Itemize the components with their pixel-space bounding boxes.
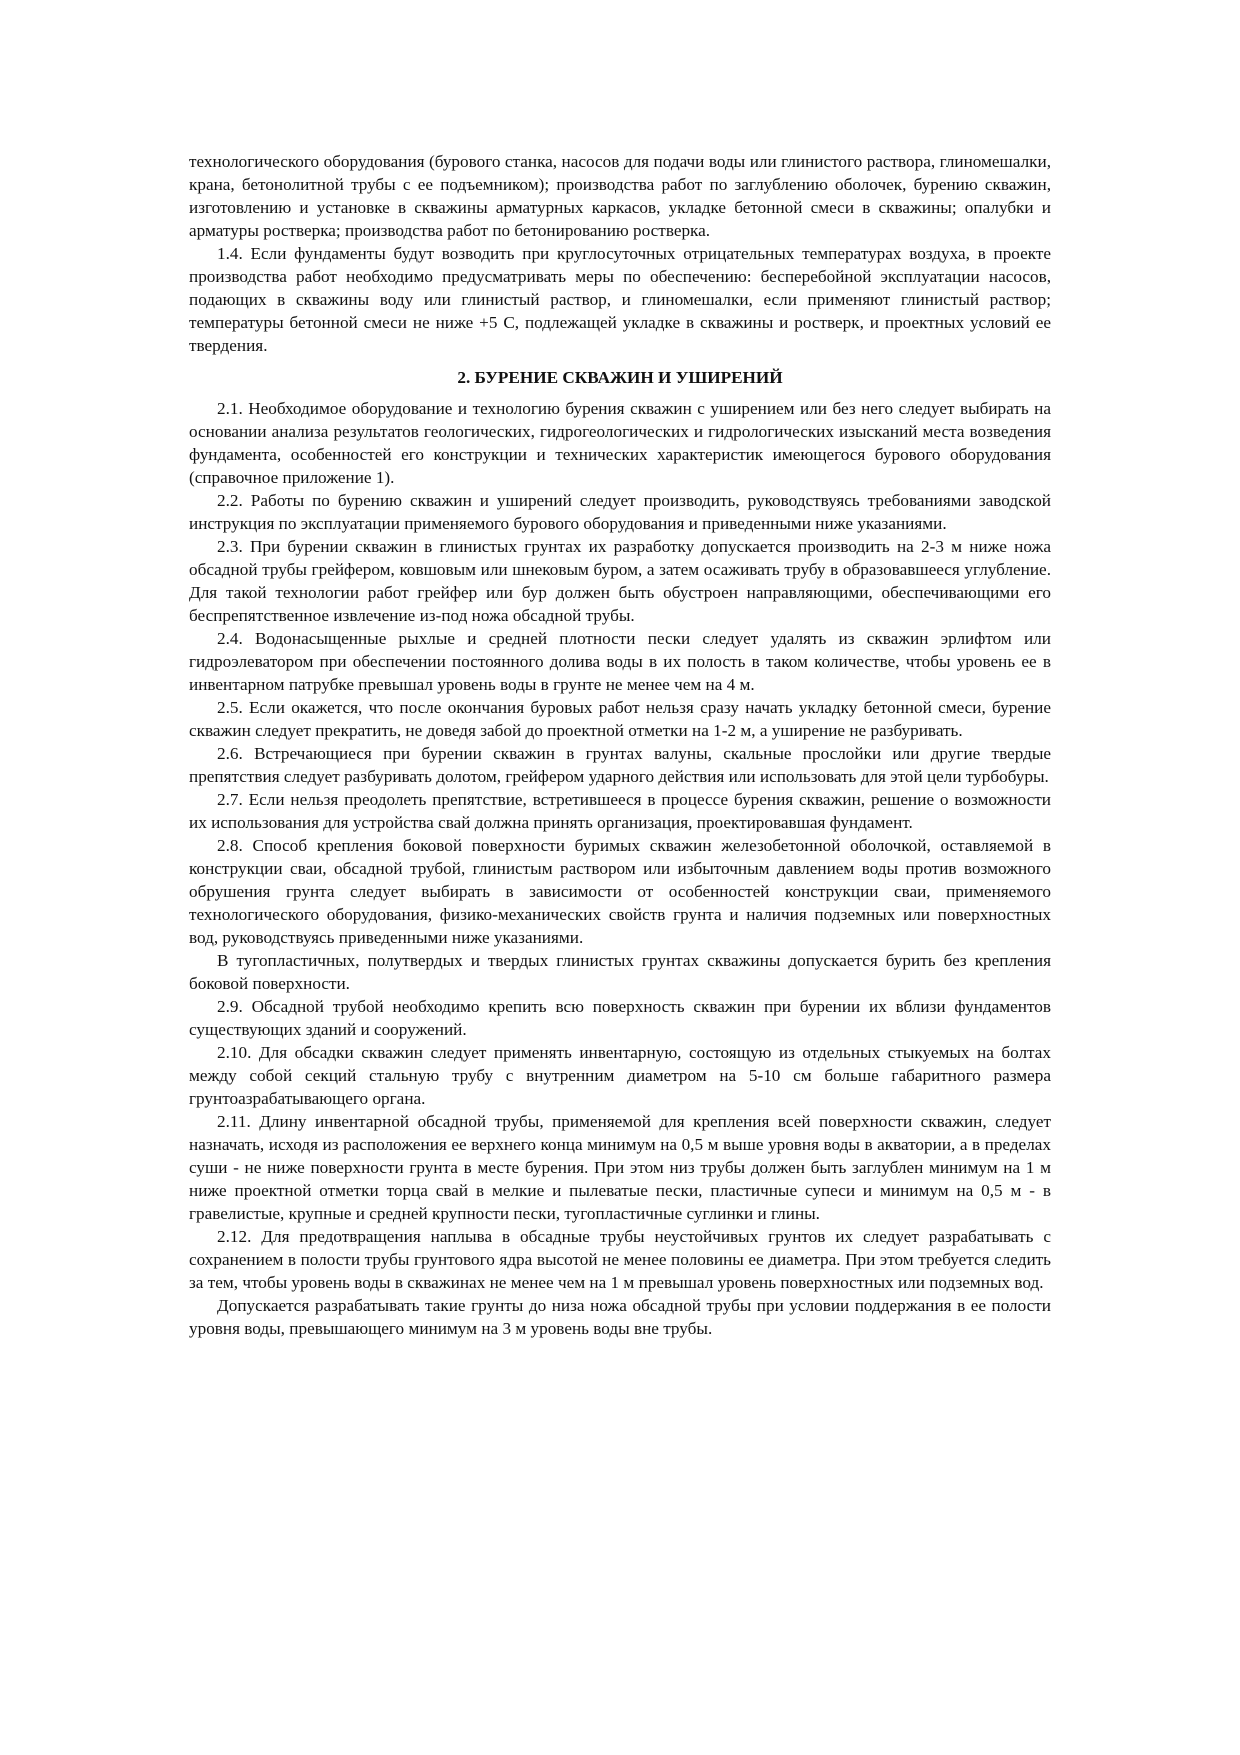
paragraph-1-4: 1.4. Если фундаменты будут возводить при круглосуточных отрицательных температурах воздуха, в проекте производства работ необходимо предусматривать меры по обеспечению: бесперебойной эксплуатации насосов, подающих в скважины воду или глинистый раствор, и глиномешалки, если применяют глинистый раствор; температуры бетонной смеси не ниже +5 С, подлежащей укладке в скважины и ростверк, и проектных условий ее твердения. (189, 244, 1051, 355)
paragraph-2-4: 2.4. Водонасыщенные рыхлые и средней плотности пески следует удалять из скважин эрлифтом или гидроэлеватором при обеспечении постоянного долива воды в их полость в таком количестве, чтобы уровень ее в инвентарном патрубке превышал уровень воды в грунте не менее чем на 4 м. (189, 629, 1051, 694)
paragraph-2-5: 2.5. Если окажется, что после окончания буровых работ нельзя сразу начать укладку бетонной смеси, бурение скважин следует прекратить, не доведя забой до проектной отметки на 1-2 м, а уширение не разбуривать. (189, 698, 1051, 740)
paragraph-2-10: 2.10. Для обсадки скважин следует применять инвентарную, состоящую из отдельных стыкуемых на болтах между собой секций стальную трубу с внутренним диаметром на 5-10 см больше габаритного размера грунтоазрабатывающего органа. (189, 1043, 1051, 1108)
section-heading: 2. БУРЕНИЕ СКВАЖИН И УШИРЕНИЙ (457, 368, 783, 387)
paragraph-2-7: 2.7. Если нельзя преодолеть препятствие, встретившееся в процессе бурения скважин, решение о возможности их использования для устройства свай должна принять организация, проектировавшая фундамент. (189, 790, 1051, 832)
paragraph-2-9: 2.9. Обсадной трубой необходимо крепить всю поверхность скважин при бурении их вблизи фундаментов существующих зданий и сооружений. (189, 997, 1051, 1039)
paragraph-2-2: 2.2. Работы по бурению скважин и уширений следует производить, руководствуясь требованиями заводской инструкция по эксплуатации применяемого бурового оборудования и приведенными ниже указаниями. (189, 491, 1051, 533)
document-page (189, 150, 1051, 1340)
paragraph-2-12-continuation: Допускается разрабатывать такие грунты до низа ножа обсадной трубы при условии поддержания в ее полости уровня воды, превышающего минимум на 3 м уровень воды вне трубы. (189, 1296, 1051, 1338)
paragraph-2-3: 2.3. При бурении скважин в глинистых грунтах их разработку допускается производить на 2-3 м ниже ножа обсадной трубы грейфером, ковшовым или шнековым буром, а затем осаживать трубу в образовавшееся углубление. Для такой технологии работ грейфер или бур должен быть обустроен направляющими, обеспечивающими его беспрепятственное извлечение из-под ножа обсадной трубы. (189, 537, 1051, 625)
paragraph-intro: технологического оборудования (бурового станка, насосов для подачи воды или глинистого раствора, глиномешалки, крана, бетонолитной трубы с ее подъемником); производства работ по заглублению оболочек, бурению скважин, изготовлению и установке в скважины арматурных каркасов, укладке бетонной смеси в скважины; опалубки и арматуры ростверка; производства работ по бетонированию ростверка. (189, 152, 1051, 240)
paragraph-2-8-continuation: В тугопластичных, полутвердых и твердых глинистых грунтах скважины допускается бурить без крепления боковой поверхности. (189, 951, 1051, 993)
paragraph-2-12: 2.12. Для предотвращения наплыва в обсадные трубы неустойчивых грунтов их следует разрабатывать с сохранением в полости трубы грунтового ядра высотой не менее половины ее диаметра. При этом требуется следить за тем, чтобы уровень воды в скважинах не менее чем на 1 м превышал уровень поверхностных или подземных вод. (189, 1227, 1051, 1292)
paragraph-2-6: 2.6. Встречающиеся при бурении скважин в грунтах валуны, скальные прослойки или другие твердые препятствия следует разбуривать долотом, грейфером ударного действия или использовать для этой цели турбобуры. (189, 744, 1051, 786)
paragraph-2-1: 2.1. Необходимое оборудование и технологию бурения скважин с уширением или без него следует выбирать на основании анализа результатов геологических, гидрогеологических и гидрологических изысканий места возведения фундамента, особенностей его конструкции и технических характеристик имеющегося бурового оборудования (справочное приложение 1). (189, 399, 1051, 487)
paragraph-2-11: 2.11. Длину инвентарной обсадной трубы, применяемой для крепления всей поверхности скважин, следует назначать, исходя из расположения ее верхнего конца минимум на 0,5 м выше уровня воды в акватории, а в пределах суши - не ниже поверхности грунта в месте бурения. При этом низ трубы должен быть заглублен минимум на 1 м ниже проектной отметки торца свай в мелкие и пылеватые пески, пластичные супеси и минимум на 0,5 м - в гравелистые, крупные и средней крупности пески, тугопластичные суглинки и глины. (189, 1112, 1051, 1223)
paragraph-2-8: 2.8. Способ крепления боковой поверхности буримых скважин железобетонной оболочкой, оставляемой в конструкции сваи, обсадной трубой, глинистым раствором или избыточным давлением воды против возможного обрушения грунта следует выбирать в зависимости от особенностей конструкции сваи, применяемого технологического оборудования, физико-механических свойств грунта и наличия подземных или поверхностных вод, руководствуясь приведенными ниже указаниями. (189, 836, 1051, 947)
